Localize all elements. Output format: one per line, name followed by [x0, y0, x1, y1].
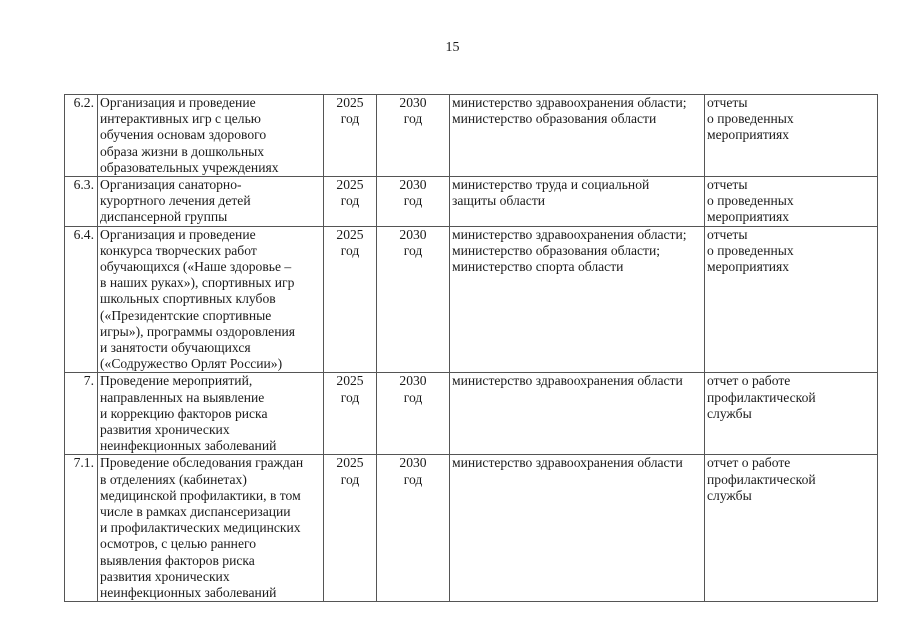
start-year-cell: 2025 год	[324, 373, 377, 455]
table-row	[65, 177, 878, 227]
start-year-cell: 2025 год	[324, 455, 377, 602]
row-number: 7.	[65, 373, 98, 455]
activity-cell: Проведение обследования граждан в отделениях (кабинетах) медицинской профилактики, в том числе в рамках диспансеризации и профилактических медицинских осмотров, с целью раннего выявления факторов риска развития хронических неинфекционных заболеваний	[98, 455, 324, 602]
result-cell: отчеты о проведенных мероприятиях	[705, 95, 878, 177]
row-number: 6.4.	[65, 226, 98, 373]
end-year-cell: 2030 год	[377, 177, 450, 227]
result-cell: отчет о работе профилактической службы	[705, 455, 878, 602]
activity-cell: Организация и проведение конкурса творческих работ обучающихся («Наше здоровье – в наших руках»), спортивных игр школьных спортивных клубов («Президентские спортивные игры»), программы оздоровления и занятости обучающихся («Содружество Орлят России»)	[98, 226, 324, 373]
executor-cell: министерство труда и социальной защиты области	[450, 177, 705, 227]
end-year-cell: 2030 год	[377, 455, 450, 602]
result-cell: отчеты о проведенных мероприятиях	[705, 226, 878, 373]
row-number: 6.3.	[65, 177, 98, 227]
table-row	[65, 226, 878, 373]
start-year-cell: 2025 год	[324, 226, 377, 373]
start-year-cell: 2025 год	[324, 95, 377, 177]
start-year-cell: 2025 год	[324, 177, 377, 227]
executor-cell: министерство здравоохранения области; министерство образования области; министерство спорта области	[450, 226, 705, 373]
row-number: 7.1.	[65, 455, 98, 602]
executor-cell: министерство здравоохранения области	[450, 373, 705, 455]
end-year-cell: 2030 год	[377, 226, 450, 373]
end-year-cell: 2030 год	[377, 373, 450, 455]
row-number: 6.2.	[65, 95, 98, 177]
table-row	[65, 455, 878, 602]
result-cell: отчеты о проведенных мероприятиях	[705, 177, 878, 227]
measures-table	[64, 94, 878, 602]
executor-cell: министерство здравоохранения области	[450, 455, 705, 602]
page-number: 15	[445, 40, 460, 55]
end-year-cell: 2030 год	[377, 95, 450, 177]
result-cell: отчет о работе профилактической службы	[705, 373, 878, 455]
activity-cell: Организация санаторно- курортного лечения детей диспансерной группы	[98, 177, 324, 227]
table-row	[65, 95, 878, 177]
executor-cell: министерство здравоохранения области; министерство образования области	[450, 95, 705, 177]
activity-cell: Проведение мероприятий, направленных на выявление и коррекцию факторов риска развития хронических неинфекционных заболеваний	[98, 373, 324, 455]
activity-cell: Организация и проведение интерактивных игр с целью обучения основам здорового образа жизни в дошкольных образовательных учреждениях	[98, 95, 324, 177]
table-row	[65, 373, 878, 455]
